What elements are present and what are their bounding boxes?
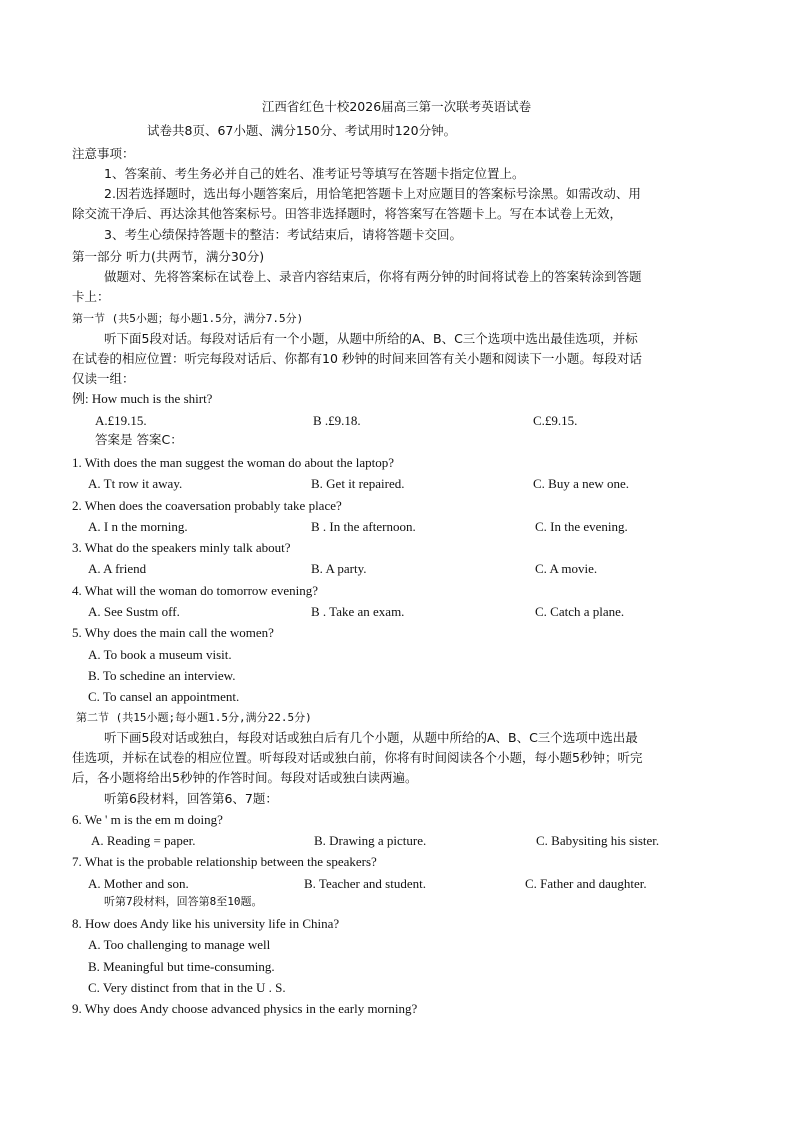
q6-option-b: B. Drawing a picture. bbox=[314, 833, 427, 848]
part1-intro: 做题对、先将答案标在试卷上、录音内容结束后，你将有两分钟的时间将试卷上的答案转涂到答题 bbox=[104, 269, 642, 284]
example-answer: 答案是 答案C： bbox=[95, 432, 183, 447]
q7-option-b: B. Teacher and student. bbox=[304, 876, 426, 891]
example-option-c: C.£9.15. bbox=[533, 413, 578, 428]
q7-option-a: A. Mother and son. bbox=[88, 876, 189, 891]
q7-option-c: C. Father and daughter. bbox=[525, 876, 647, 891]
section2-instructions-3: 后，各小题将给出5秒钟的作答时间。每段对话或独白读两遍。 bbox=[72, 770, 418, 785]
question-1: 1. With does the man suggest the woman do about the laptop? bbox=[72, 455, 395, 470]
material-6-heading: 听第6段材料，回答第6、7题： bbox=[104, 791, 278, 806]
question-5: 5. Why does the main call the women? bbox=[72, 625, 274, 640]
notice-item-1: 1、答案前、考生务必并自己的姓名、准考证号等填写在答题卡指定位置上。 bbox=[104, 166, 525, 181]
question-4: 4. What will the woman do tomorrow evening? bbox=[72, 583, 318, 598]
part1-intro-cont: 卡上： bbox=[72, 289, 110, 304]
section2-heading: 第二节 (共15小题;每小题1.5分,满分22.5分) bbox=[76, 711, 312, 724]
q1-option-a: A. Tt row it away. bbox=[88, 476, 183, 491]
notice-item-2: 2.因若选择题时，选出每小题答案后，用恰笔把答题卡上对应题目的答案标号涂黑。如需改动、用 bbox=[104, 186, 641, 201]
q2-option-b: B . In the afternoon. bbox=[311, 519, 416, 534]
page-title: 江西省红色十校2026届高三第一次联考英语试卷 bbox=[261, 99, 532, 114]
exam-subtitle: 试卷共8页、67小题、满分150分、考试用时120分钟。 bbox=[147, 123, 457, 138]
section2-instructions-1: 听下画5段对话或独白，每段对话或独白后有几个小题，从题中所给的A、B、C三个选项中选出最 bbox=[104, 730, 638, 745]
section1-instructions-1: 听下面5段对话。每段对话后有一个小题，从题中所给的A、B、C三个选项中选出最佳选项，并标 bbox=[104, 331, 638, 346]
notice-item-2-cont: 除交流干净后、再达涂其他答案标号。田答非选择题时，将答案写在答题卡上。写在本试卷上无效， bbox=[72, 206, 623, 221]
q5-option-b: B. To schedine an interview. bbox=[88, 668, 236, 683]
question-3: 3. What do the speakers minly talk about? bbox=[72, 540, 291, 555]
q4-option-c: C. Catch a plane. bbox=[535, 604, 625, 619]
part1-heading: 第一部分 听力(共两节，满分30分) bbox=[72, 249, 265, 264]
section1-instructions-2: 在试卷的相应位置：听完每段对话后、你都有10 秒钟的时间来回答有关小题和阅读下一小题。每段对话 bbox=[72, 351, 642, 366]
q6-option-c: C. Babysiting his sister. bbox=[536, 833, 660, 848]
q5-option-c: C. To cansel an appointment. bbox=[88, 689, 240, 704]
q4-option-b: B . Take an exam. bbox=[311, 604, 405, 619]
q3-option-c: C. A movie. bbox=[535, 561, 598, 576]
q2-option-c: C. In the evening. bbox=[535, 519, 628, 534]
question-8: 8. How does Andy like his university life in China? bbox=[72, 916, 340, 931]
q8-option-a: A. Too challenging to manage well bbox=[88, 937, 271, 952]
question-9: 9. Why does Andy choose advanced physics in the early morning? bbox=[72, 1001, 418, 1016]
q1-option-c: C. Buy a new one. bbox=[533, 476, 630, 491]
q8-option-c: C. Very distinct from that in the U . S. bbox=[88, 980, 286, 995]
q8-option-b: B. Meaningful but time-consuming. bbox=[88, 959, 275, 974]
q5-option-a: A. To book a museum visit. bbox=[88, 647, 232, 662]
q4-option-a: A. See Sustm off. bbox=[88, 604, 180, 619]
material-7-heading: 听第7段材料，回答第8至10题。 bbox=[104, 895, 263, 908]
q3-option-a: A. A friend bbox=[88, 561, 147, 576]
q3-option-b: B. A party. bbox=[311, 561, 367, 576]
question-2: 2. When does the coaversation probably take place? bbox=[72, 498, 342, 513]
q2-option-a: A. I n the morning. bbox=[88, 519, 188, 534]
example-option-a: A.£19.15. bbox=[95, 413, 147, 428]
section2-instructions-2: 佳选项，并标在试卷的相应位置。听每段对话或独白前，你将有时间阅读各个小题，每小题5秒钟；听完 bbox=[72, 750, 643, 765]
notice-item-3: 3、考生心绩保持答题卡的整洁：考试结束后，请将答题卡交回。 bbox=[104, 227, 462, 242]
section1-instructions-3: 仅读一组： bbox=[72, 371, 135, 386]
q6-option-a: A. Reading = paper. bbox=[91, 833, 196, 848]
example-option-b: B .£9.18. bbox=[313, 413, 361, 428]
question-6: 6. We ' m is the em m doing? bbox=[72, 812, 223, 827]
section1-heading: 第一节 (共5小题；每小题1.5分，满分7.5分) bbox=[72, 312, 304, 325]
example-question: 例: How much is the shirt? bbox=[72, 391, 213, 406]
notice-heading: 注意事项： bbox=[72, 146, 135, 161]
question-7: 7. What is the probable relationship between the speakers? bbox=[72, 854, 377, 869]
q1-option-b: B. Get it repaired. bbox=[311, 476, 405, 491]
